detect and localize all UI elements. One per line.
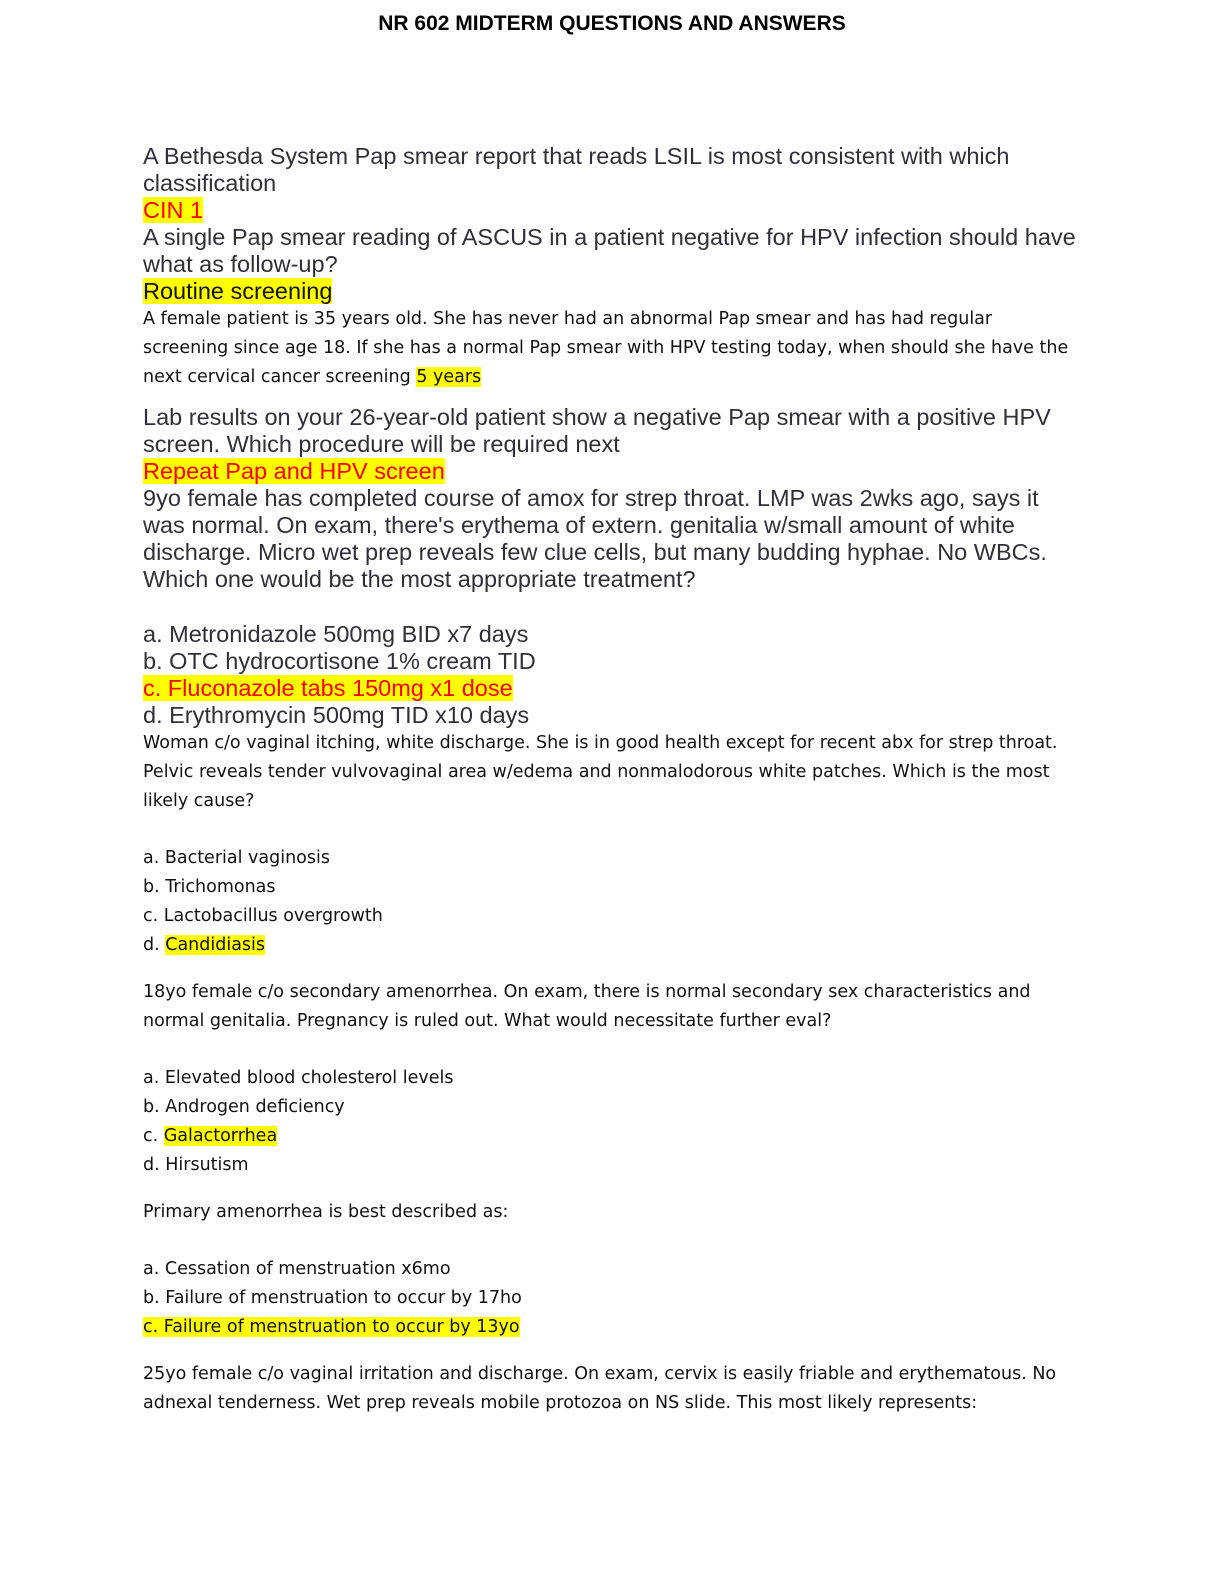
q6-option-b: b. Trichomonas <box>143 877 276 897</box>
question-8: Primary amenorrhea is best described as: <box>143 1202 509 1222</box>
answer-2: Routine screening <box>143 278 333 304</box>
q7-option-d: d. Hirsutism <box>143 1155 249 1175</box>
question-9: 25yo female c/o vaginal irritation and discharge. On exam, cervix is easily friable and erythematous. No adnexal tenderness. Wet prep reveals mobile protozoa on NS slide. This most likely represents: <box>143 1364 1057 1413</box>
question-6: Woman c/o vaginal itching, white discharge. She is in good health except for recent abx for strep throat. Pelvic reveals tender vulvovaginal area w/edema and nonmalodorous white patches. Which is the most likely cause? <box>143 733 1058 811</box>
answer-4: Repeat Pap and HPV screen <box>143 458 445 484</box>
q6-option-d-prefix: d. <box>143 935 166 955</box>
q7-option-c-answer: Galactorrhea <box>163 1126 278 1146</box>
question-2: A single Pap smear reading of ASCUS in a patient negative for HPV infection should have what as follow-up? <box>143 224 1076 277</box>
document-title: NR 602 MIDTERM QUESTIONS AND ANSWERS <box>378 12 846 35</box>
q8-option-a: a. Cessation of menstruation x6mo <box>143 1259 451 1279</box>
question-3-text: A female patient is 35 years old. She has never had an abnormal Pap smear and has had regular screening since age 18. If she has a normal Pap smear with HPV testing today, when should she have the next cervical cancer screening <box>143 309 1069 387</box>
q8-option-c-answer: c. Failure of menstruation to occur by 13yo <box>143 1317 520 1337</box>
question-1: A Bethesda System Pap smear report that reads LSIL is most consistent with which classification <box>143 143 1010 196</box>
q6-option-d <box>143 931 1078 960</box>
q7-option-c-prefix: c. <box>143 1126 164 1146</box>
answer-1: CIN 1 <box>143 197 204 223</box>
question-5: 9yo female has completed course of amox for strep throat. LMP was 2wks ago, says it was normal. On exam, there's erythema of extern. genitalia w/small amount of white discharge. Micro wet prep reveals few clue cells, but many budding hyphae. No WBCs. Which one would be the most appropriate treatment? <box>143 485 1047 592</box>
q7-option-c <box>143 1122 1078 1151</box>
q8-option-b: b. Failure of menstruation to occur by 17ho <box>143 1288 522 1308</box>
question-3 <box>143 305 1078 392</box>
q5-option-c-answer: c. Fluconazole tabs 150mg x1 dose <box>143 675 513 701</box>
q6-option-a: a. Bacterial vaginosis <box>143 848 330 868</box>
q5-option-d: d. Erythromycin 500mg TID x10 days <box>143 702 530 728</box>
q5-option-b: b. OTC hydrocortisone 1% cream TID <box>143 648 536 674</box>
question-4: Lab results on your 26-year-old patient show a negative Pap smear with a positive HPV screen. Which procedure will be required next <box>143 404 1051 457</box>
q7-option-b: b. Androgen deficiency <box>143 1097 345 1117</box>
document-body <box>143 143 1078 1418</box>
q5-option-a: a. Metronidazole 500mg BID x7 days <box>143 621 529 647</box>
q6-option-d-answer: Candidiasis <box>165 935 266 955</box>
q7-option-a: a. Elevated blood cholesterol levels <box>143 1068 454 1088</box>
question-7: 18yo female c/o secondary amenorrhea. On exam, there is normal secondary sex characteristics and normal genitalia. Pregnancy is ruled out. What would necessitate further eval? <box>143 982 1031 1031</box>
q6-option-c: c. Lactobacillus overgrowth <box>143 906 383 926</box>
answer-3: 5 years <box>416 367 482 387</box>
